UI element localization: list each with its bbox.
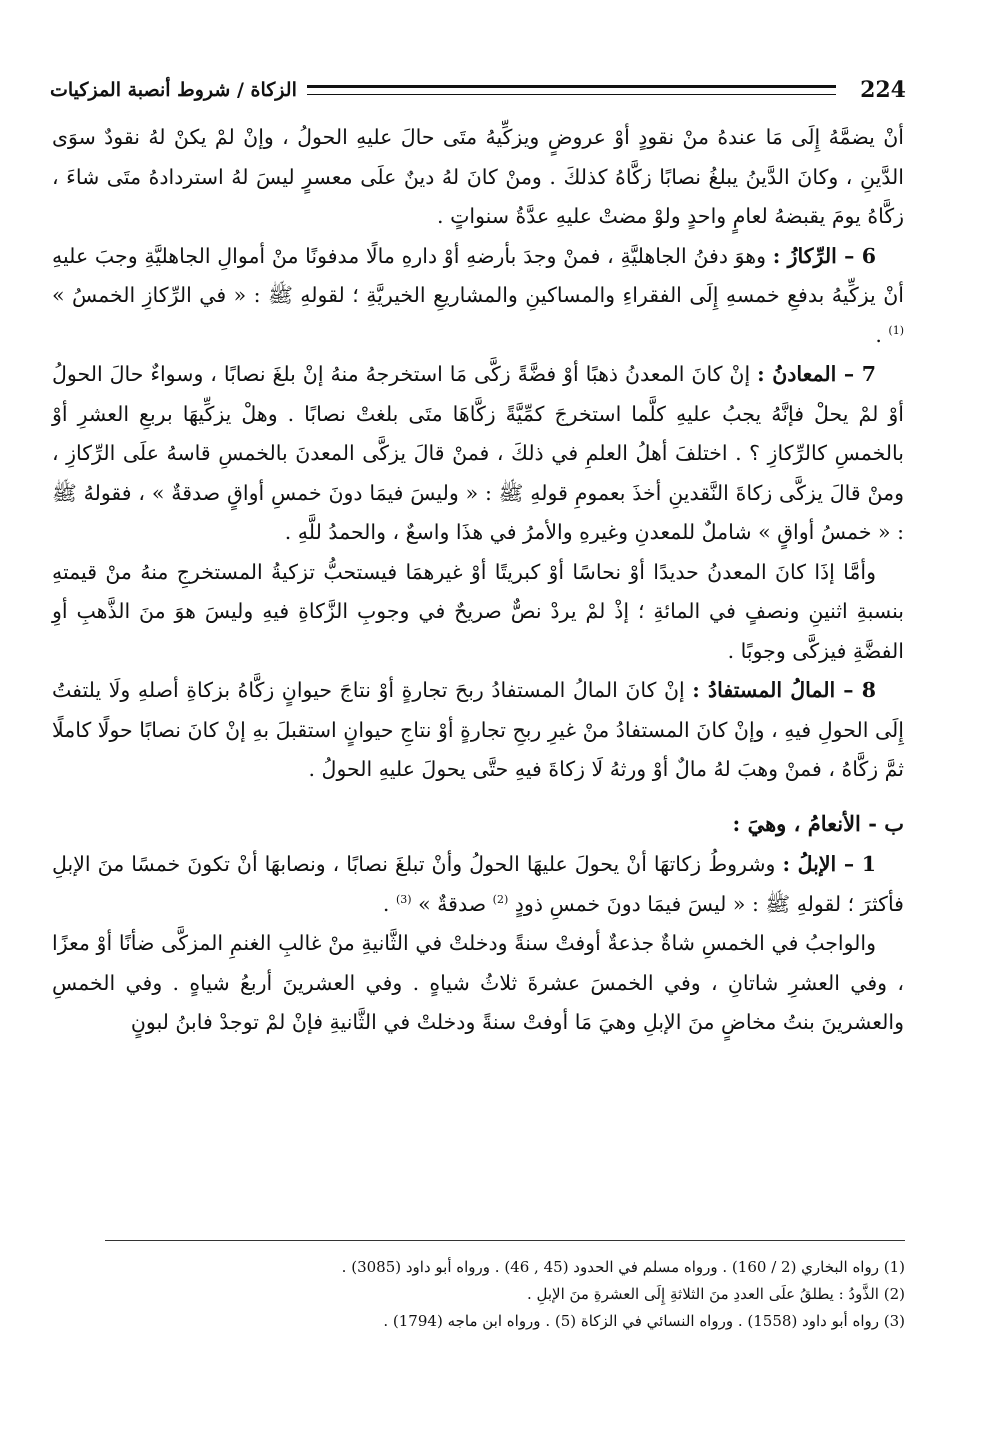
punctuation: .: [382, 891, 390, 916]
section-heading-anaam: ب - الأنعامُ ، وهيَ :: [732, 810, 904, 836]
paragraph-mustafad: [52, 671, 904, 790]
paragraph-text: وأمَّا إذَا كانَ المعدنُ حديدًا أوْ نحاسًا أوْ كبريتًا أوْ غيرهمَا فيستحبُّ تزكيةُ المستخرجِ منهُ منْ قيمتهِ بنسبةِ اثنينِ ونصفٍ في المائةِ ؛ إذْ لمْ يردْ نصٌّ صريحٌ في وجوبِ الزَّكاةِ فيهِ وليسَ هوَ منَ الذَّهبِ أوِ الفضَّةِ فيزكَّى وجوبًا .: [52, 559, 904, 663]
paragraph-text: إنْ كانَ المالُ المستفادُ ربحَ تجارةٍ أوْ نتاجَ حيوانٍ زكَّاهُ بزكاةِ أصلهِ ولَا يلتفتُ إِلَى الحولِ فيهِ ، وإنْ كانَ المستفادُ منْ غيرِ ربحِ تجارةٍ أوْ نتاجِ حيوانٍ استقبلَ بهِ إنْ كانَ نصابًا حولًا كاملًا ثمَّ زكَّاهُ ، فمنْ وهبَ لهُ مالٌ أوْ ورثهُ لَا زكاةَ فيهِ حتَّى يحولَ عليهِ الحولُ .: [52, 678, 904, 781]
punctuation: .: [875, 322, 882, 347]
footnote-1: (1) رواه البخاري (2 / 160) . ورواه مسلم في الحدود (45 , 46) . ورواه أبو داود (3085) .: [341, 1258, 905, 1276]
paragraph-text: أنْ يضمَّهُ إِلَى مَا عندهُ منْ نقودٍ أوْ عروضٍ ويزكِّيهُ متَى حالَ عليهِ الحولُ ، وإنْ لمْ يكنْ لهُ نقودٌ سوَى الدَّينِ ، وكانَ الدَّينُ يبلغُ نصابًا زكَّاهُ كذلكَ . ومنْ كانَ لهُ دينٌ علَى معسرٍ ليسَ لهُ استردادهُ متَى شاءَ ، زكَّاهُ يومَ يقبضهُ لعامٍ واحدٍ ولوْ مضتْ عليهِ عدَّةُ سنواتٍ .: [52, 125, 904, 228]
paragraph-wajib: [52, 924, 904, 1043]
paragraph-maadin: [52, 355, 904, 553]
footnote-ref-3[interactable]: (3): [395, 892, 412, 906]
header-rule: [307, 85, 836, 95]
paragraph-other-metals: [52, 553, 904, 672]
footnotes: [105, 1254, 905, 1335]
footnote-ref-2[interactable]: (2): [492, 892, 509, 906]
paragraph-text: وشروطُ زكاتهَا أنْ يحولَ عليهَا الحولُ وأنْ تبلغَ نصابًا ، ونصابهَا أنْ تكونَ خمسًا منَ الإبلِ فأكثرَ ؛ لقولهِ ﷺ : « ليسَ فيمَا دونَ خمسِ ذودٍ: [52, 852, 904, 916]
footnote-separator: [105, 1240, 905, 1241]
term-ibil: 1 – الإبلُ :: [782, 852, 876, 876]
paragraph-text: إنْ كانَ المعدنُ ذهبًا أوْ فضَّةً زكَّى مَا استخرجهُ منهُ إنْ بلغَ نصابًا ، وسواءٌ حالَ الحولُ أوْ لمْ يحلْ فإنَّهُ يجبُ عليهِ كلَّما استخرجَ كمِّيَّةً زكَّاهَا متَى بلغتْ نصابًا . وهلْ يزكِّيهَا بربعِ العشرِ أوْ بالخمسِ كالرِّكازِ ؟ . اختلفَ أهلُ العلمِ في ذلكَ ، فمنْ قالَ يزكَّى المعدنَ بالخمسِ قاسهُ علَى الرِّكازِ ، ومنْ قالَ يزكَّى زكاةَ النَّقدينِ أخذَ بعمومِ قولهِ ﷺ : « وليسَ فيمَا دونَ خمسِ أواقٍ صدقةٌ » ، فقولهُ ﷺ : « خمسُ أواقٍ » شاملٌ للمعدنِ وغيرهِ والأمرُ في هذَا واسعٌ ، والحمدُ للَّهِ .: [52, 362, 904, 544]
term-mustafad: 8 – المالُ المستفادُ :: [692, 678, 876, 702]
footnote-2: (2) الذَّودُ : يطلقُ علَى العددِ منَ الثلاثةِ إِلَى العشرةِ منَ الإبلِ .: [526, 1285, 905, 1303]
paragraph-text: والواجبُ في الخمسِ شاةٌ جذعةٌ أوفتْ سنةً ودخلتْ في الثَّانيةِ منْ غالبِ الغنمِ المزكَّى ضأنًا أوْ معزًا ، وفي العشرِ شاتانِ ، وفي الخمسَ عشرةَ ثلاثُ شياهٍ . وفي العشرينَ أربعُ شياهٍ . وفي الخمسِ والعشرينَ بنتُ مخاضٍ منَ الإبلِ وهيَ مَا أوفتْ سنةً ودخلتْ في الثَّانيةِ فإنْ لمْ توجدْ فابنُ لبونٍ: [52, 931, 904, 1034]
page-number: 224: [860, 77, 906, 103]
paragraph-text-continued: صدقةٌ »: [418, 891, 487, 916]
term-maadin: 7 – المعادنُ :: [757, 362, 876, 386]
page-header: [50, 70, 906, 110]
footnote-3: (3) رواه أبو داود (1558) . ورواه النسائي في الزكاة (5) . ورواه ابن ماجه (1794) .: [383, 1312, 905, 1330]
paragraph-1: [52, 118, 904, 237]
footnote-ref-1[interactable]: (1): [888, 323, 904, 337]
paragraph-rikaz: [52, 237, 904, 356]
main-text: [52, 118, 904, 1043]
term-rikaz: 6 – الرِّكازُ :: [772, 243, 876, 268]
paragraph-text: وهوَ دفنُ الجاهليَّةِ ، فمنْ وجدَ بأرضهِ أوْ دارهِ مالًا مدفونًا منْ أموالِ الجاهليَّةِ وجبَ عليهِ أنْ يزكِّيهُ بدفعِ خمسهِ إِلَى الفقراءِ والمساكينِ والمشاريعِ الخيريَّةِ ؛ لقولهِ ﷺ : « في الرِّكازِ الخمسُ »: [52, 243, 904, 307]
paragraph-ibil: [52, 845, 904, 924]
running-title: الزكاة / شروط أنصبة المزكيات: [50, 79, 297, 101]
